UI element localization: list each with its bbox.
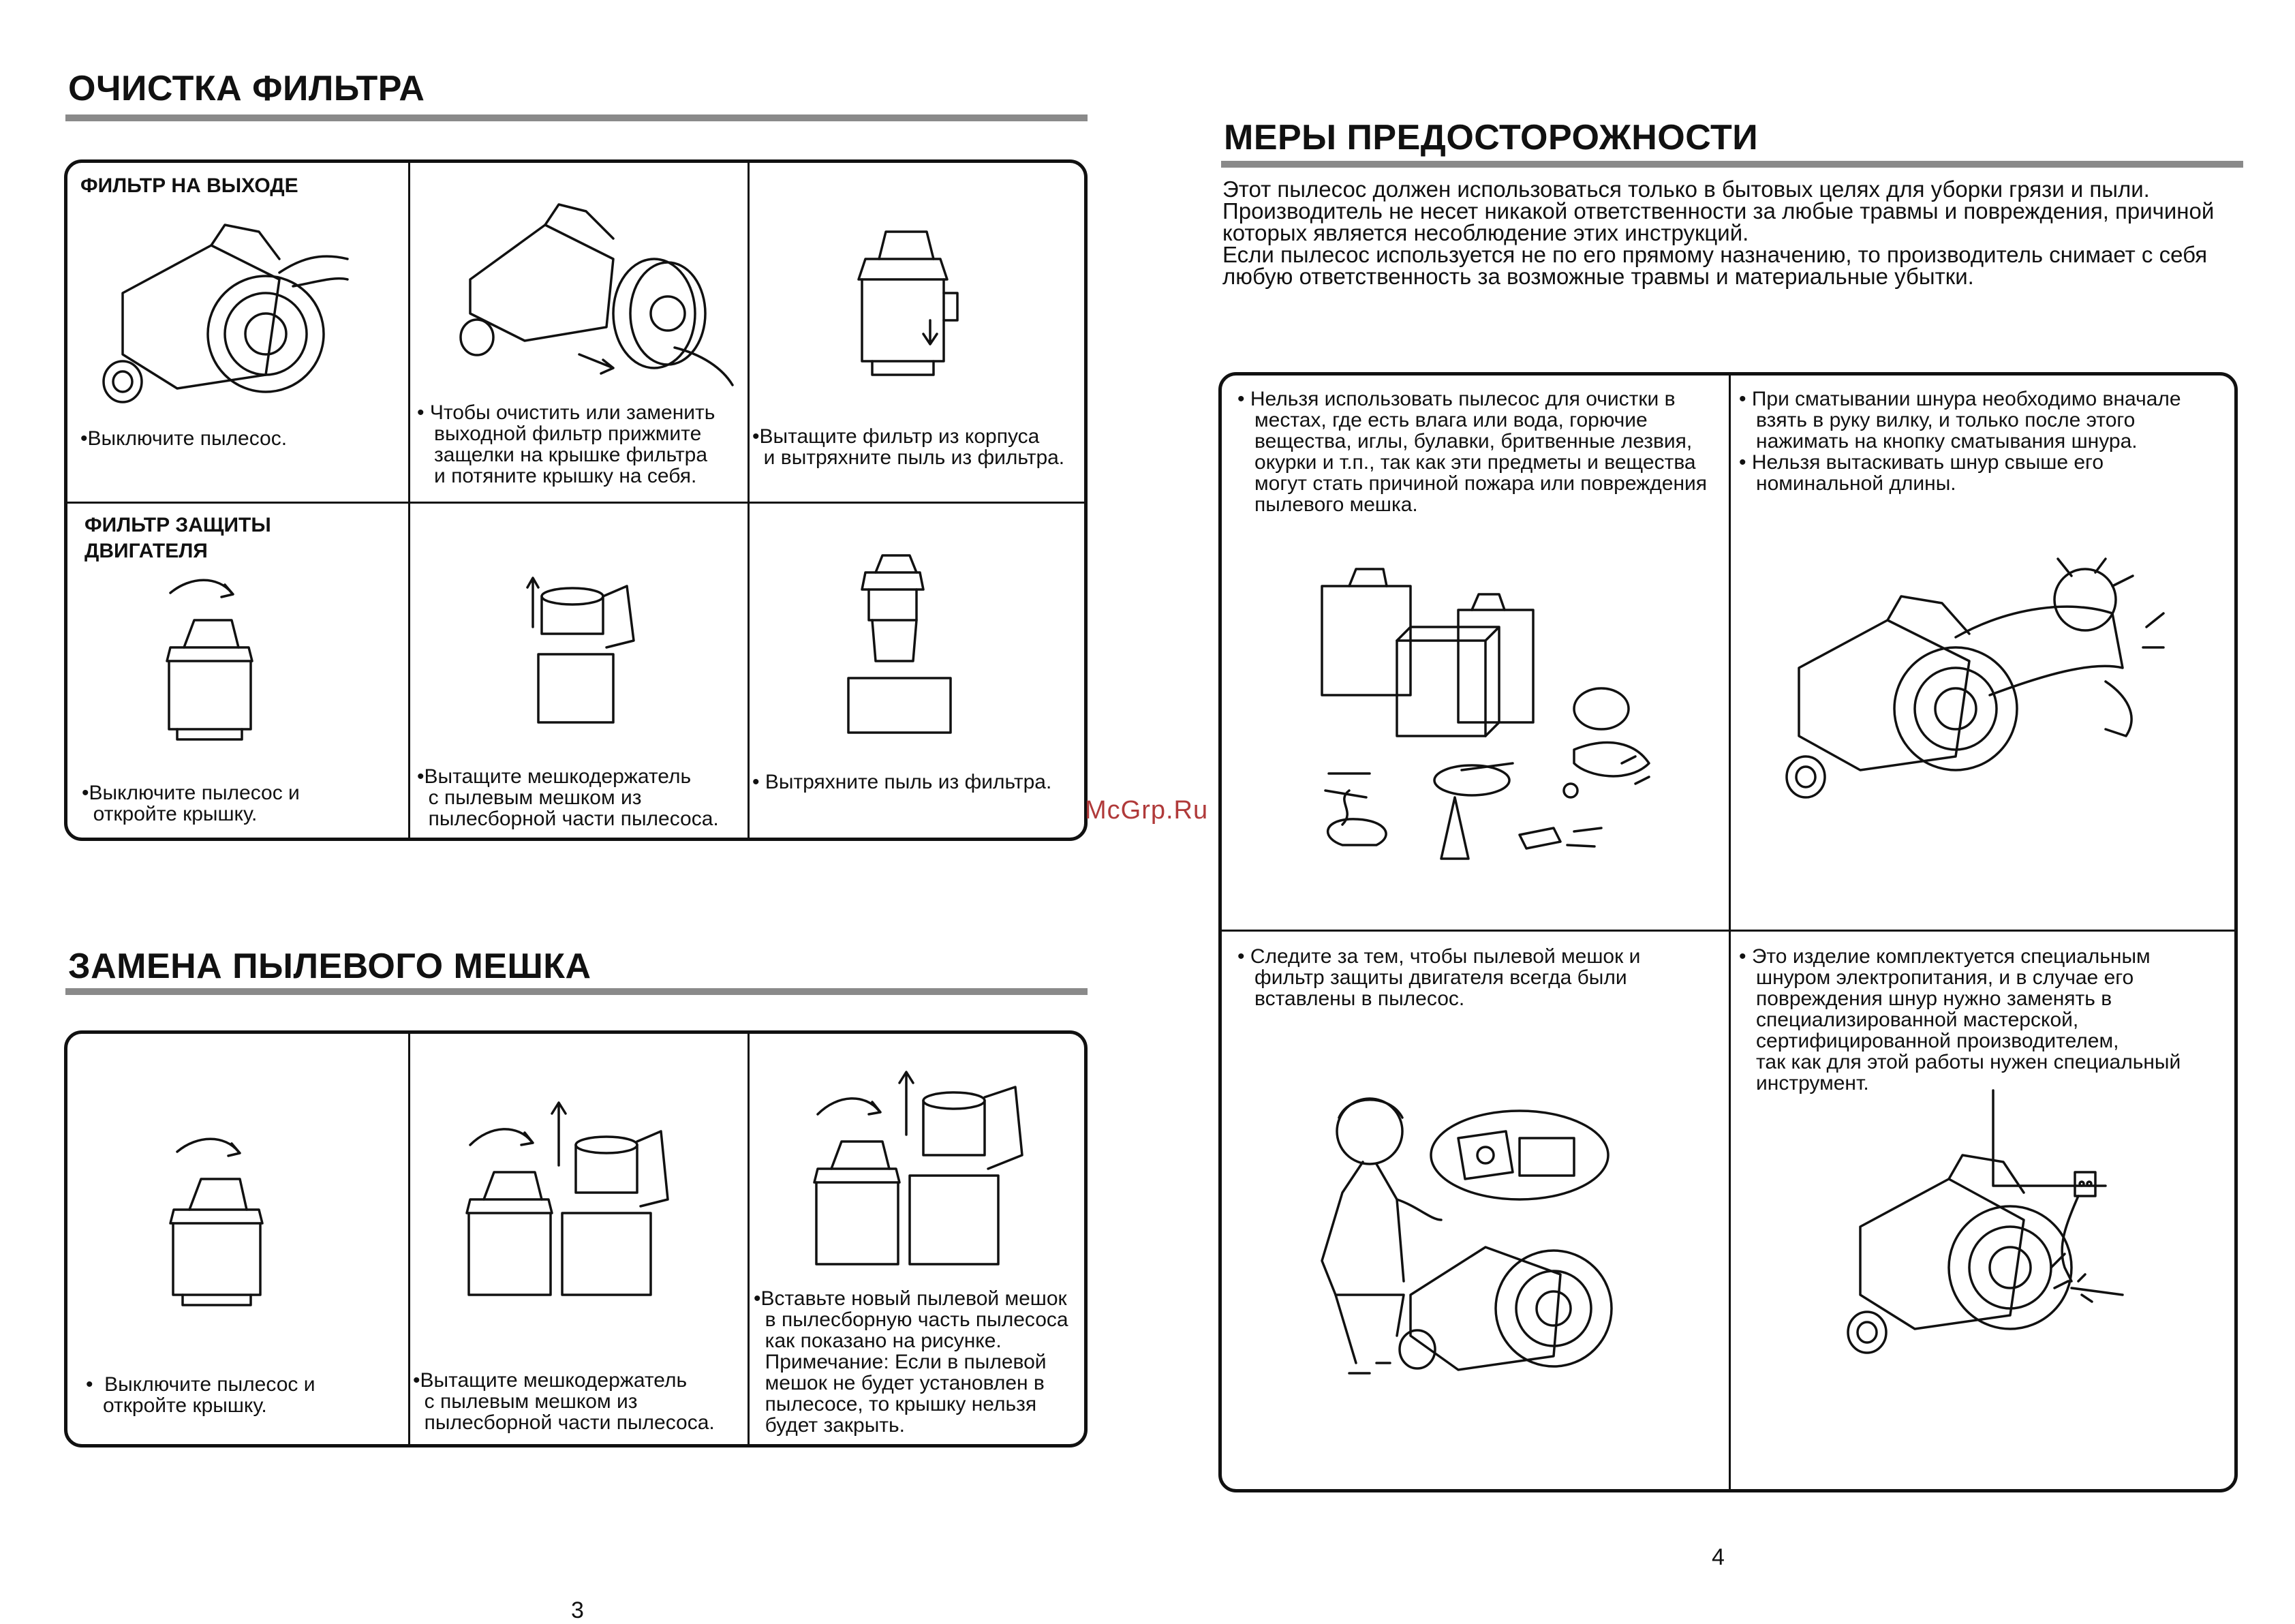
new-bag-insert-illustration [811,1060,1043,1278]
bag-holder-removal-illustration [525,566,647,729]
filter-removal-illustration [450,198,736,395]
bag-replacement-title: ЗАМЕНА ПЫЛЕВОГО МЕШКА [68,947,591,986]
precautions-title: МЕРЫ ПРЕДОСТОРОЖНОСТИ [1224,118,1759,157]
open-lid-illustration [157,572,266,743]
caution-4-text: • Это изделие комплектуется специальным шнуром электропитания, и в случае его повреждения шнур нужно заменять в специализированной мастерской, сертифицированной производителем, так как для этой работы нужен специальный инструмент. [1739,945,2181,1094]
caution-2-text: • При сматывании шнура необходимо вначале взять в руку вилку, и только после этого нажимать на кнопку сматывания шнура. • Нельзя вытаскивать шнур свыше его номинальной длины. [1739,388,2181,495]
row-divider [1222,930,2234,932]
power-cord-illustration [1847,1090,2146,1363]
watermark: McGrp.Ru [1085,796,1209,825]
vacuum-illustration [95,218,354,409]
filter-step-5-text: •Вытащите мешкодержатель с пылевым мешком из пылесборной части пылесоса. [417,765,719,830]
filter-step-1-text: •Выключите пылесос. [80,427,288,450]
bag-step-3-text: •Вставьте новый пылевой мешок в пылесборную часть пылесоса как показано на рисунке. Примечание: Если в пылевой мешок не будет установлен в пылесосе, то крышку нельзя будет закрыть. [754,1287,1068,1437]
page-number-right: 4 [1712,1544,1725,1570]
column-divider [408,163,410,838]
motor-filter-label: ФИЛЬТР ЗАЩИТЫ ДВИГАТЕЛЯ [84,514,271,562]
bag-holder-removal-illustration [463,1090,681,1308]
hazardous-items-illustration [1308,566,1676,886]
title-rule [1221,161,2243,168]
column-divider [408,1034,410,1444]
filter-step-2-text: • Чтобы очистить или заменить выходной фильтр прижмите защелки на крышке фильтра и потяните крышку на себя. [417,401,715,487]
row-divider [67,502,1087,504]
bag-step-1-text: • Выключите пылесос и откройте крышку. [86,1373,315,1417]
shake-filter-illustration [845,552,954,743]
filter-step-4-text: •Выключите пылесос и откройте крышку. [82,782,300,825]
title-rule [65,114,1088,121]
page-number-left: 3 [571,1597,584,1623]
filter-canister-illustration [845,225,981,382]
filter-cleaning-title: ОЧИСТКА ФИЛЬТРА [68,69,425,108]
column-divider [748,163,750,838]
column-divider [748,1034,750,1444]
woman-checking-bag-illustration [1295,1090,1649,1383]
bag-step-2-text: •Вытащите мешкодержатель с пылевым мешком из пылесборной части пылесоса. [413,1369,715,1434]
outlet-filter-label: ФИЛЬТР НА ВЫХОДЕ [80,174,298,197]
filter-step-3-text: •Вытащите фильтр из корпуса и вытряхните пыль из фильтра. [752,425,1065,469]
precautions-intro: Этот пылесос должен использоваться только в бытовых целях для уборки грязи и пыли. Производитель не несет никакой ответственности за любые травмы и повреждения, причиной которых является несоблюдение этих инструкций. Если пылесос используется не по его прямому назначению, то производитель снимает с себя любую ответственность за возможные травмы и материальные убытки. [1222,177,2215,289]
filter-step-6-text: • Вытряхните пыль из фильтра. [752,771,1052,793]
open-lid-illustration [164,1131,279,1308]
column-divider [1729,376,1731,1489]
cord-rewind-illustration [1785,559,2167,818]
caution-3-text: • Следите за тем, чтобы пылевой мешок и фильтр защиты двигателя всегда были вставлены в пылесос. [1237,945,1641,1010]
caution-1-text: • Нельзя использовать пылесос для очистки в местах, где есть влага или вода, горючие вещества, иглы, булавки, бритвенные лезвия, окурки и т.п., так как эти предметы и вещества могут стать причиной пожара или повреждения пылевого мешка. [1237,388,1708,516]
title-rule [65,988,1088,995]
